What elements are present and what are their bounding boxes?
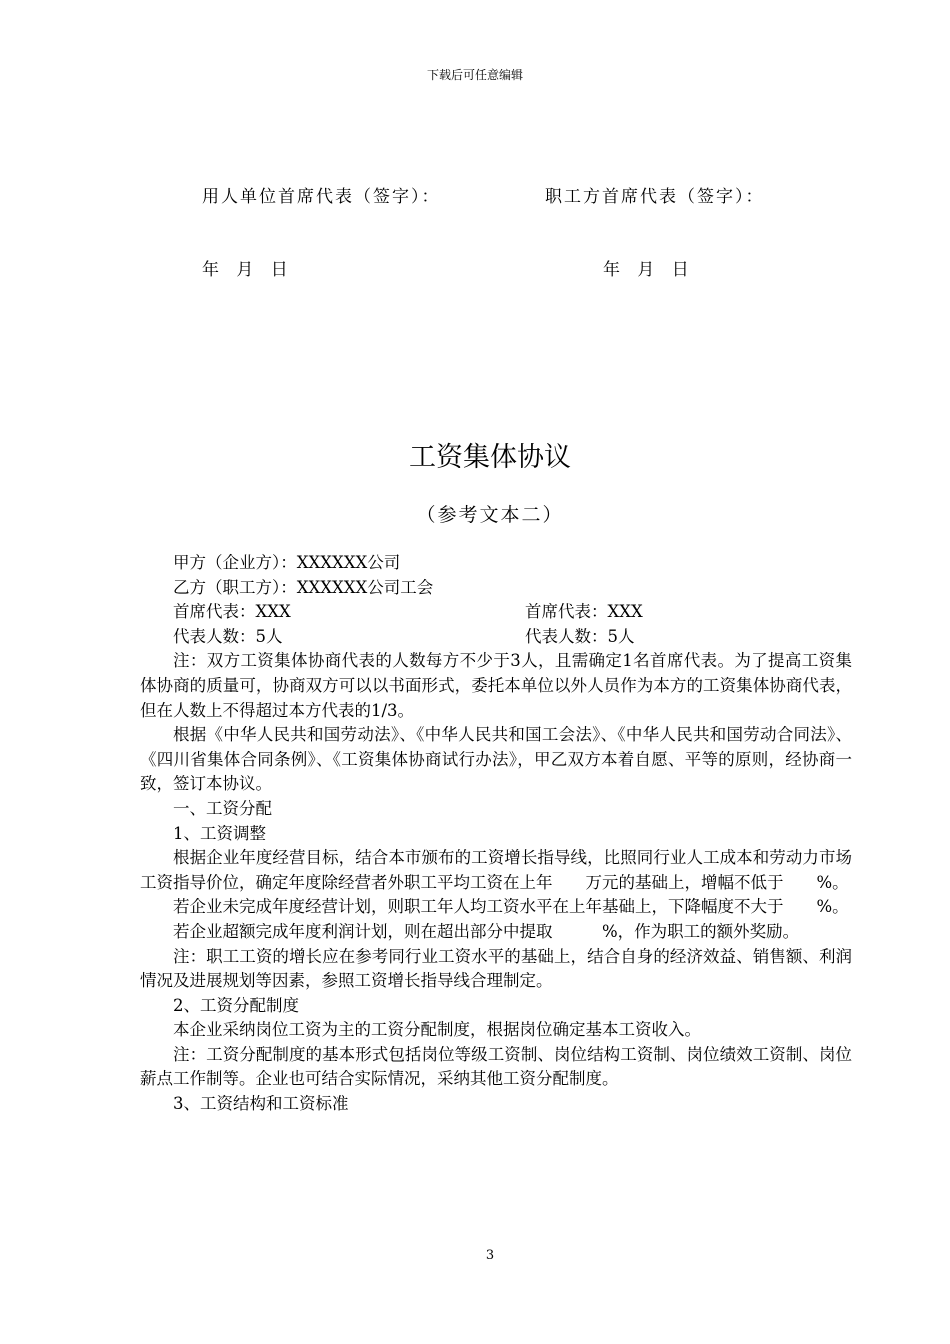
document-title: 工资集体协议 (409, 442, 571, 473)
chief-representatives-row (140, 600, 852, 625)
wage-system: 本企业采纳岗位工资为主的工资分配制度，根据岗位确定基本工资收入。 (173, 1020, 701, 1040)
wage-decline: 若企业未完成年度经营计划，则职工年人均工资水平在上年基础上，下降幅度不大于 %。 (173, 897, 849, 917)
party-a: 甲方（企业方）：XXXXXX公司 (173, 553, 401, 572)
document-body (140, 551, 852, 1117)
count-left: 代表人数：5人 (173, 626, 283, 646)
party-b: 乙方（职工方）：XXXXXX公司工会 (173, 577, 434, 597)
representative-count-row (140, 625, 852, 650)
subsection-heading: 2、工资分配制度 (173, 995, 299, 1015)
section-heading: 一、工资分配 (173, 798, 272, 818)
note-wage-growth: 注：职工工资的增长应在参考同行业工资水平的基础上，结合自身的经济效益、销售额、利润情况及进展规划等因素，参照工资增长指导线合理制定。 (140, 946, 852, 991)
employee-signature-label: 职工方首席代表（签字）： (545, 187, 765, 207)
page-number: 3 (485, 1248, 495, 1263)
employer-date-label: 年 月 日 (202, 260, 288, 280)
header-note: 下载后可任意编辑 (426, 68, 523, 82)
wage-adjustment: 根据企业年度经营目标，结合本市颁布的工资增长指导线，比照同行业人工成本和劳动力市场工资指导价位，确定年度除经营者外职工平均工资在上年 万元的基础上，增幅不低于 %。 (140, 848, 852, 892)
employer-signature-label: 用人单位首席代表（签字）： (202, 187, 441, 207)
count-right: 代表人数：5人 (525, 626, 635, 646)
chief-right: 首席代表：XXX (525, 602, 643, 622)
note-representatives: 注：双方工资集体协商代表的人数每方不少于3人，且需确定1名首席代表。为了提高工资集体协商的质量可，协商双方可以以书面形式，委托本单位以外人员作为本方的工资集体协商代表，但在人数上不得超过本方代表的1/3。 (140, 651, 852, 720)
note-wage-system: 注：工资分配制度的基本形式包括岗位等级工资制、岗位结构工资制、岗位绩效工资制、岗位薪点工作制等。企业也可结合实际情况，采纳其他工资分配制度。 (140, 1044, 852, 1089)
chief-left: 首席代表：XXX (173, 602, 291, 622)
document-subtitle: （参考文本二） (416, 504, 564, 526)
subsection-heading: 3、工资结构和工资标准 (173, 1094, 349, 1114)
employee-date-label: 年 月 日 (603, 260, 689, 280)
wage-bonus: 若企业超额完成年度利润计划，则在超出部分中提取 %，作为职工的额外奖励。 (173, 921, 800, 941)
legal-basis: 根据《中华人民共和国劳动法》、《中华人民共和国工会法》、《中华人民共和国劳动合同法》、《四川省集体合同条例》、《工资集体协商试行办法》，甲乙双方本着自愿、平等的原则，经协商一致，签订本协议。 (140, 725, 852, 794)
subsection-heading: 1、工资调整 (173, 823, 266, 843)
